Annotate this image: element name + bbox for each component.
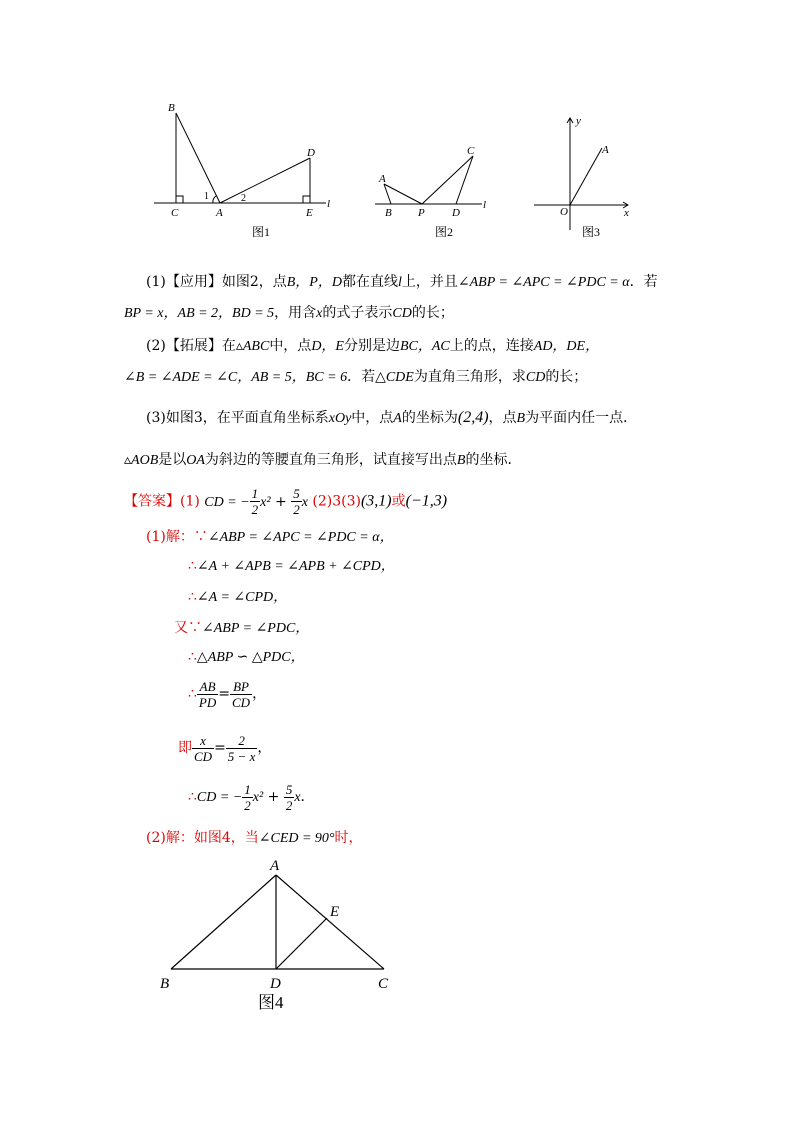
fig4-label-D: D [270,976,281,992]
fig2-label-B: B [385,207,392,219]
fig1-caption: 图1 [252,225,271,239]
frac-num: BP [230,679,252,695]
q3-coord-a: (2,4) [457,409,489,426]
q1-text-g: ．若 [629,274,658,290]
s7-frac-x-cd [192,733,214,764]
s5-expr: △ABP ∽ △PDC， [196,650,305,665]
q3-text-g: ，点 [488,410,517,426]
frac-num: 2 [226,733,258,749]
fig2-label-C: C [467,145,475,157]
frac-den: 2 [251,502,259,517]
q1-angle-equation: ∠ABP = ∠APC = ∠PDC = α [457,275,630,290]
fig3-label-A: A [602,144,609,156]
answer-part1-prefix: (1) [180,493,200,510]
q2-text-g: 上的点，连接 [449,338,534,354]
s5-prefix: ∴ [188,649,197,665]
problem-q3-line2 [124,450,521,471]
frac-den: PD [198,694,217,710]
q1-givens: BP = x，AB = 2，BD = 5 [124,306,275,321]
q1-text-2b: ，用含 [274,305,317,321]
s1-prefix: (1)解：∵ [146,529,208,545]
fig2-label-P: P [418,207,425,219]
q3-text-a: (3)如图3，在平面直角坐标系 [146,410,329,426]
q1-text-2f: 的长； [411,305,454,321]
fig4-segment-DE [276,918,327,969]
s8-plus: + [267,789,280,805]
q2-sides: BC，AC [399,339,450,354]
q1-points: B，P，D [286,275,342,290]
fig1-label-D: D [307,147,315,159]
s2-expr: ∠A + ∠APB = ∠APB + ∠CPD， [196,559,395,574]
fig4-label-E: E [330,904,340,920]
problem-q3-line1 [146,408,637,429]
q2-text-2f: 的长； [545,369,588,385]
s8-lhs: CD = − [196,790,243,805]
frac-num: 1 [251,486,259,501]
answer-line [124,486,447,518]
q1-var-x: x [316,306,323,321]
problem-q2-line2 [124,367,587,388]
q3-oa: OA [186,453,205,468]
fig3-caption: 图3 [582,225,601,239]
q3-text-2f: 的坐标． [465,452,522,468]
fig1-angle-arc [213,196,216,203]
s3-expr: ∠A = ∠CPD， [196,590,288,605]
s6-frac-bp-cd [230,679,252,710]
s6-eq: = [218,686,230,702]
s8-end: ． [300,789,315,805]
s7-frac-2-5mx [226,733,258,764]
p2-expr: ∠CED = 90° [258,831,335,846]
fig1-label-angle2: 2 [241,193,246,204]
q3-text-e: 的坐标为 [401,410,458,426]
solution-step-2 [188,556,395,577]
figure-2 [370,140,495,240]
fig2-segment-CD [456,156,473,204]
fig1-right-angle-E [303,196,310,203]
q1-text-e: 上，并且 [401,274,458,290]
fig1-segment-AD [220,158,310,203]
answer-frac-half [250,486,261,517]
frac-den: 2 [293,502,300,517]
p2-text: (2)解：如图4，当 [146,830,259,846]
solution-step-7 [178,730,271,766]
frac-den: CD [232,694,251,710]
frac-num: 5 [285,781,293,797]
q1-line-l: l [397,275,402,290]
answer-coord1: (3,1) [360,492,392,510]
q2-points: D，E [311,339,344,354]
fig1-label-C: C [171,207,179,219]
fig2-segment-PC [422,156,473,204]
figure-4 [150,850,410,1020]
s8-frac-half [242,782,253,813]
q2-text-a: (2)【拓展】在 [146,338,236,354]
answer-x-squared: x² [260,494,271,510]
figure-1 [150,95,350,240]
fig4-label-A: A [270,858,280,874]
fig3-segment-OA [570,148,602,205]
q1-text-2d: 的式子表示 [322,305,393,321]
q2-givens: ∠B = ∠ADE = ∠C，AB = 5，BC = 6 [124,370,348,385]
frac-num: 1 [244,781,251,797]
s6-end: ， [252,686,267,702]
solution-step-8 [188,779,315,816]
q3-point-b2: B [456,453,466,468]
q1-text-a: (1)【应用】如图2，点 [146,274,287,290]
frac-num: x [192,733,214,749]
q2-cd: CD [525,370,546,385]
q3-triangle: ▵AOB [124,453,159,468]
s8-frac-five-half [284,782,295,813]
s6-prefix: ∴ [188,686,197,702]
fig3-label-x: x [624,207,629,219]
q2-text-e: 分别是边 [343,338,400,354]
q3-text-2b: 是以 [158,452,187,468]
frac-num: 5 [293,486,300,501]
fig1-label-B: B [168,102,175,114]
fig1-label-l: l [327,198,331,210]
s8-prefix: ∴ [188,789,197,805]
q1-cd: CD [392,306,412,321]
fig1-label-A: A [216,207,223,219]
solution-step-6 [188,676,266,712]
answer-coord2: (−1,3) [405,492,448,510]
answer-x: x [301,494,308,510]
fig2-label-A: A [379,173,386,185]
q3-system: xOy [328,411,352,426]
figure-3 [530,110,640,240]
fig1-right-angle-C [176,196,183,203]
fig4-segment-AC [276,875,384,969]
s2-prefix: ∴ [188,558,197,574]
answer-part3-prefix: (3) [341,493,361,510]
fig4-label-C: C [378,976,389,992]
fig4-segment-AB [171,875,276,969]
answer-part2: (2)3 [312,493,342,510]
problem-q1-line2 [124,303,454,324]
q1-text-c: 都在直线 [341,274,398,290]
q2-triangle: ▵ABC [235,339,270,354]
q3-text-2d: 为斜边的等腰直角三角形，试直接写出点 [204,452,457,468]
fig1-label-E: E [306,207,313,219]
frac-den: 2 [244,797,251,813]
fig4-label-B: B [160,976,170,992]
fig2-caption: 图2 [435,225,454,239]
s1-expr: ∠ABP = ∠APC = ∠PDC = α， [207,530,394,545]
s7-end: ， [257,740,272,756]
s7-prefix: 即 [178,740,192,756]
fig2-label-D: D [452,207,460,219]
frac-den: 2 [285,797,293,813]
s7-eq: = [214,740,226,756]
q2-triangle-cde: △CDE [375,370,414,385]
answer-frac-five-half [291,486,302,517]
problem-q1-line1 [146,272,658,293]
frac-den: 5 − x [227,748,256,764]
s3-prefix: ∴ [188,589,197,605]
q2-text-2d: 为直角三角形，求 [413,369,526,385]
fig4-caption: 图4 [258,993,284,1012]
solution-step-1 [146,527,394,548]
solution-step-4 [174,618,309,639]
s8-x-squared: x² [252,790,264,805]
s4-prefix: 又∵ [174,620,202,636]
q3-text-c: 中，点 [351,410,394,426]
solution-part2-line [146,828,363,849]
fig1-label-angle1: 1 [204,191,209,202]
answer-part1-lhs: CD = − [204,494,250,510]
q2-text-c: 中，点 [269,338,312,354]
s8-x: x [294,790,301,805]
answer-plus: + [275,493,287,510]
p2-end: 时， [334,830,363,846]
fig3-label-O: O [560,206,568,218]
answer-or: 或 [391,493,406,510]
problem-q2-line1 [146,336,599,357]
fig1-segment-BA [176,113,220,203]
q3-point-b: B [516,411,526,426]
q3-text-i: 为平面内任一点． [525,410,638,426]
frac-num: AB [197,679,218,695]
s4-expr: ∠ABP = ∠PDC， [202,621,310,636]
q3-point-a: A [393,411,402,426]
q2-text-2b: ．若 [347,369,376,385]
fig3-label-y: y [576,115,581,127]
solution-step-5 [188,647,305,668]
answer-label: 【答案】 [124,493,180,510]
q2-segments: AD，DE， [533,339,600,354]
s6-frac-ab-pd [197,679,218,710]
solution-step-3 [188,587,287,608]
frac-den: CD [194,748,213,764]
fig2-label-l: l [483,199,487,211]
